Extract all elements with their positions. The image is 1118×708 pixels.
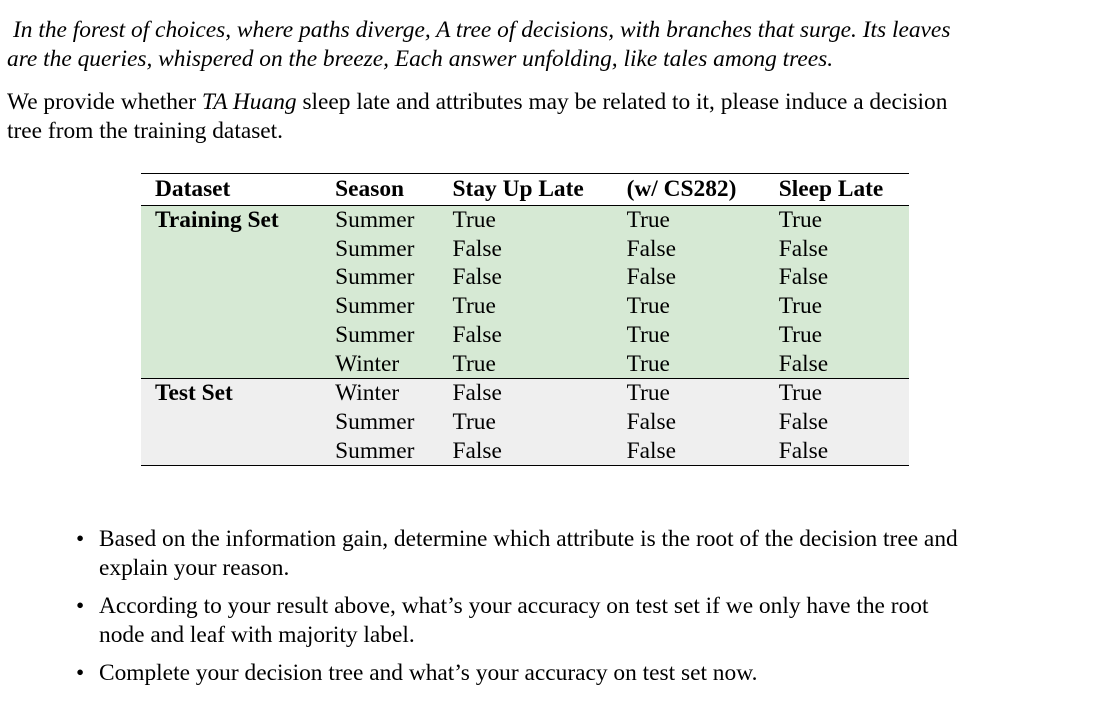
table-row [141,437,909,466]
cell-with-cs282: True [627,292,779,321]
cell-stay-up-late: False [453,321,627,350]
cell-stay-up-late: False [453,263,627,292]
question-list [76,525,1066,697]
training-set-label: Training Set [141,206,335,235]
cell-sleep-late: True [779,292,909,321]
ta-name: TA Huang [201,89,297,115]
cell-season: Summer [335,408,452,437]
poem-paragraph [7,16,1067,74]
cell-season: Summer [335,263,452,292]
cell-season: Winter [335,379,452,408]
intro-text-before: We provide whether [7,89,202,115]
header-dataset: Dataset [141,174,335,206]
bullet-icon: • [76,526,85,552]
cell-season: Summer [335,437,452,466]
cell-season: Summer [335,292,452,321]
table-row [141,292,909,321]
question-3-line-1: Complete your decision tree and what’s your accuracy on test set now. [99,660,758,686]
question-2-line-2: node and leaf with majority label. [99,622,415,648]
table-row [141,379,909,408]
intro-line-2: tree from the training dataset. [7,118,284,144]
cell-season: Summer [335,321,452,350]
bullet-icon: • [76,593,85,619]
bullet-icon: • [76,660,85,686]
cell-with-cs282: True [627,321,779,350]
cell-season: Summer [335,235,452,264]
cell-season: Winter [335,350,452,379]
question-2-line-1: According to your result above, what’s your accuracy on test set if we only have the root [99,593,929,619]
intro-text-after: sleep late and attributes may be related to it, please induce a decision [296,89,948,115]
table-row [141,321,909,350]
cell-season: Summer [335,206,452,235]
cell-with-cs282: False [627,235,779,264]
poem-line-2: are the queries, whispered on the breeze, Each answer unfolding, like tales among trees. [7,46,834,72]
poem-line-1: In the forest of choices, where paths diverge, A tree of decisions, with branches that surge. Its leaves [13,17,951,43]
table-row [141,206,909,235]
cell-with-cs282: False [627,263,779,292]
cell-sleep-late: True [779,206,909,235]
cell-sleep-late: False [779,408,909,437]
cell-sleep-late: False [779,263,909,292]
cell-stay-up-late: True [453,206,627,235]
cell-stay-up-late: True [453,350,627,379]
test-set-label: Test Set [141,379,335,408]
question-item [76,525,1066,583]
header-stay-up-late: Stay Up Late [453,174,627,206]
cell-with-cs282: True [627,350,779,379]
cell-with-cs282: True [627,206,779,235]
header-with-cs282: (w/ CS282) [627,174,779,206]
question-1-line-1: Based on the information gain, determine which attribute is the root of the decision tree and [99,526,958,552]
cell-sleep-late: True [779,321,909,350]
question-item [76,592,1066,650]
table-row [141,350,909,379]
cell-stay-up-late: False [453,379,627,408]
intro-paragraph [7,88,1067,146]
header-season: Season [335,174,452,206]
cell-with-cs282: False [627,437,779,466]
cell-sleep-late: True [779,379,909,408]
cell-stay-up-late: False [453,437,627,466]
dataset-table [141,173,909,466]
cell-with-cs282: False [627,408,779,437]
cell-with-cs282: True [627,379,779,408]
intro-line-1 [7,88,1067,117]
table-row [141,235,909,264]
question-1-line-2: explain your reason. [99,555,290,581]
cell-sleep-late: False [779,350,909,379]
cell-stay-up-late: True [453,408,627,437]
table-row [141,263,909,292]
table-row [141,408,909,437]
cell-stay-up-late: False [453,235,627,264]
table-header-row [141,174,909,206]
cell-sleep-late: False [779,437,909,466]
cell-stay-up-late: True [453,292,627,321]
question-item [76,659,1066,688]
cell-sleep-late: False [779,235,909,264]
header-sleep-late: Sleep Late [779,174,909,206]
